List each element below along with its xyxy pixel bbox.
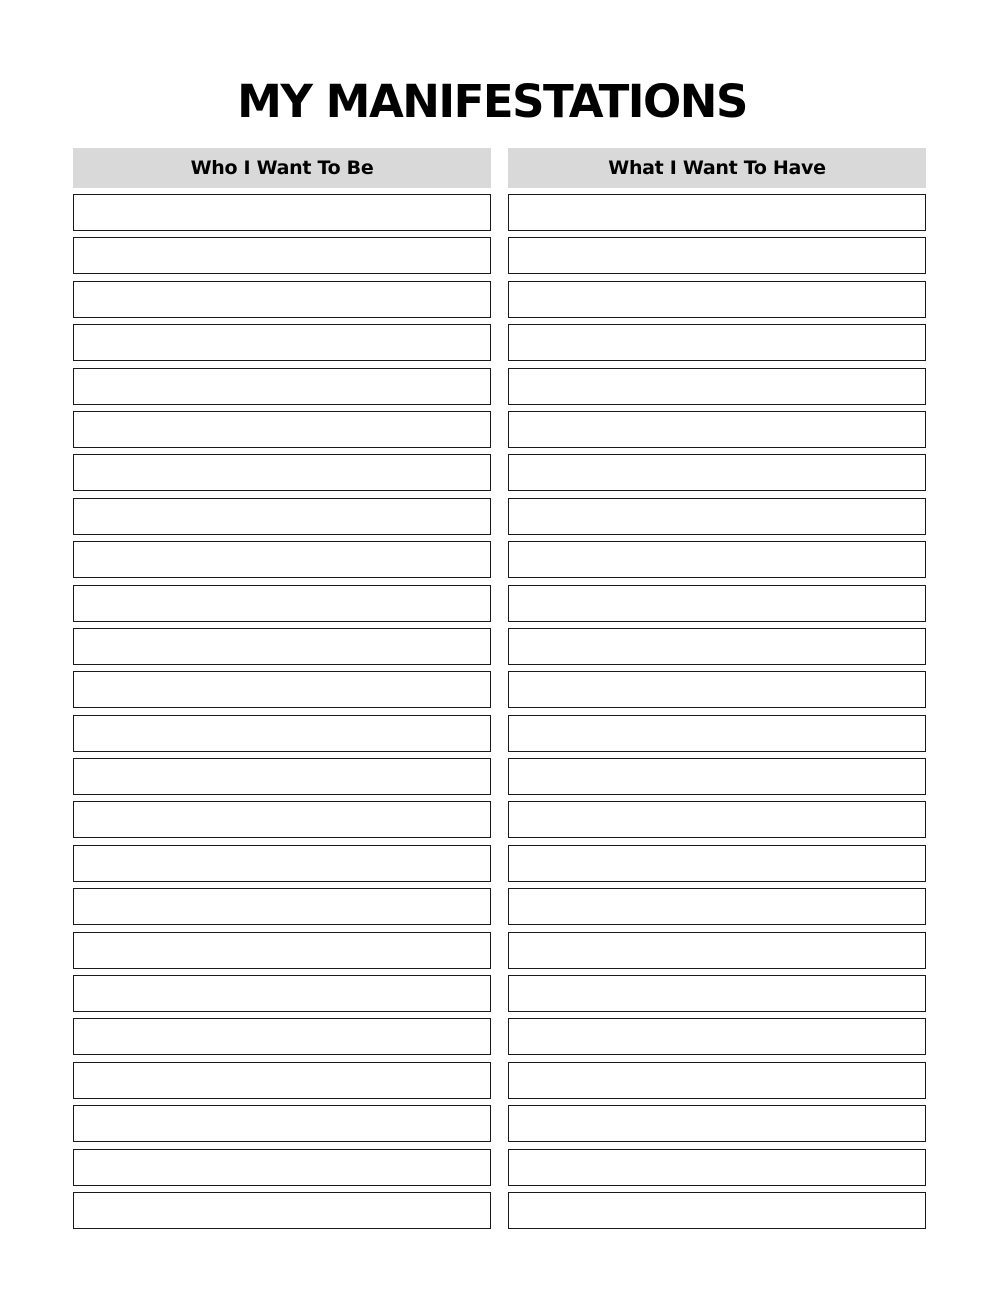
entry-field[interactable] <box>508 932 926 969</box>
entry-field[interactable] <box>508 585 926 622</box>
entry-field[interactable] <box>508 715 926 752</box>
entry-field[interactable] <box>508 281 926 318</box>
entry-field[interactable] <box>73 715 491 752</box>
entry-field[interactable] <box>508 758 926 795</box>
page-title: MY MANIFESTATIONS <box>237 75 747 128</box>
column-header: What I Want To Have <box>508 148 926 188</box>
column-header: Who I Want To Be <box>73 148 491 188</box>
entry-field[interactable] <box>73 454 491 491</box>
entry-field[interactable] <box>73 758 491 795</box>
column-what-i-want-to-have <box>508 148 926 1235</box>
entry-field[interactable] <box>73 888 491 925</box>
entry-field[interactable] <box>508 801 926 838</box>
entry-field[interactable] <box>508 1062 926 1099</box>
entry-field[interactable] <box>73 194 491 231</box>
entry-field[interactable] <box>73 1105 491 1142</box>
entry-field[interactable] <box>73 281 491 318</box>
entry-field[interactable] <box>508 1105 926 1142</box>
entry-field[interactable] <box>508 237 926 274</box>
entry-field[interactable] <box>73 801 491 838</box>
entry-field[interactable] <box>508 1018 926 1055</box>
entry-field[interactable] <box>508 888 926 925</box>
entry-field[interactable] <box>508 324 926 361</box>
entry-field[interactable] <box>73 1018 491 1055</box>
entry-field[interactable] <box>508 541 926 578</box>
entry-field[interactable] <box>73 1192 491 1229</box>
entry-field[interactable] <box>73 845 491 882</box>
entry-list <box>73 194 491 1229</box>
entry-field[interactable] <box>73 237 491 274</box>
entry-field[interactable] <box>508 628 926 665</box>
entry-field[interactable] <box>73 671 491 708</box>
entry-field[interactable] <box>73 368 491 405</box>
column-who-i-want-to-be <box>73 148 491 1235</box>
entry-field[interactable] <box>508 411 926 448</box>
entry-field[interactable] <box>73 975 491 1012</box>
entry-field[interactable] <box>73 541 491 578</box>
entry-field[interactable] <box>508 975 926 1012</box>
entry-field[interactable] <box>508 1192 926 1229</box>
entry-field[interactable] <box>73 1149 491 1186</box>
entry-field[interactable] <box>508 845 926 882</box>
entry-field[interactable] <box>508 671 926 708</box>
entry-field[interactable] <box>73 1062 491 1099</box>
entry-field[interactable] <box>508 194 926 231</box>
entry-field[interactable] <box>73 324 491 361</box>
entry-field[interactable] <box>73 628 491 665</box>
entry-field[interactable] <box>508 1149 926 1186</box>
entry-field[interactable] <box>73 585 491 622</box>
entry-field[interactable] <box>73 498 491 535</box>
entry-field[interactable] <box>73 932 491 969</box>
entry-field[interactable] <box>73 411 491 448</box>
entry-list <box>508 194 926 1229</box>
entry-field[interactable] <box>508 498 926 535</box>
entry-field[interactable] <box>508 454 926 491</box>
entry-field[interactable] <box>508 368 926 405</box>
